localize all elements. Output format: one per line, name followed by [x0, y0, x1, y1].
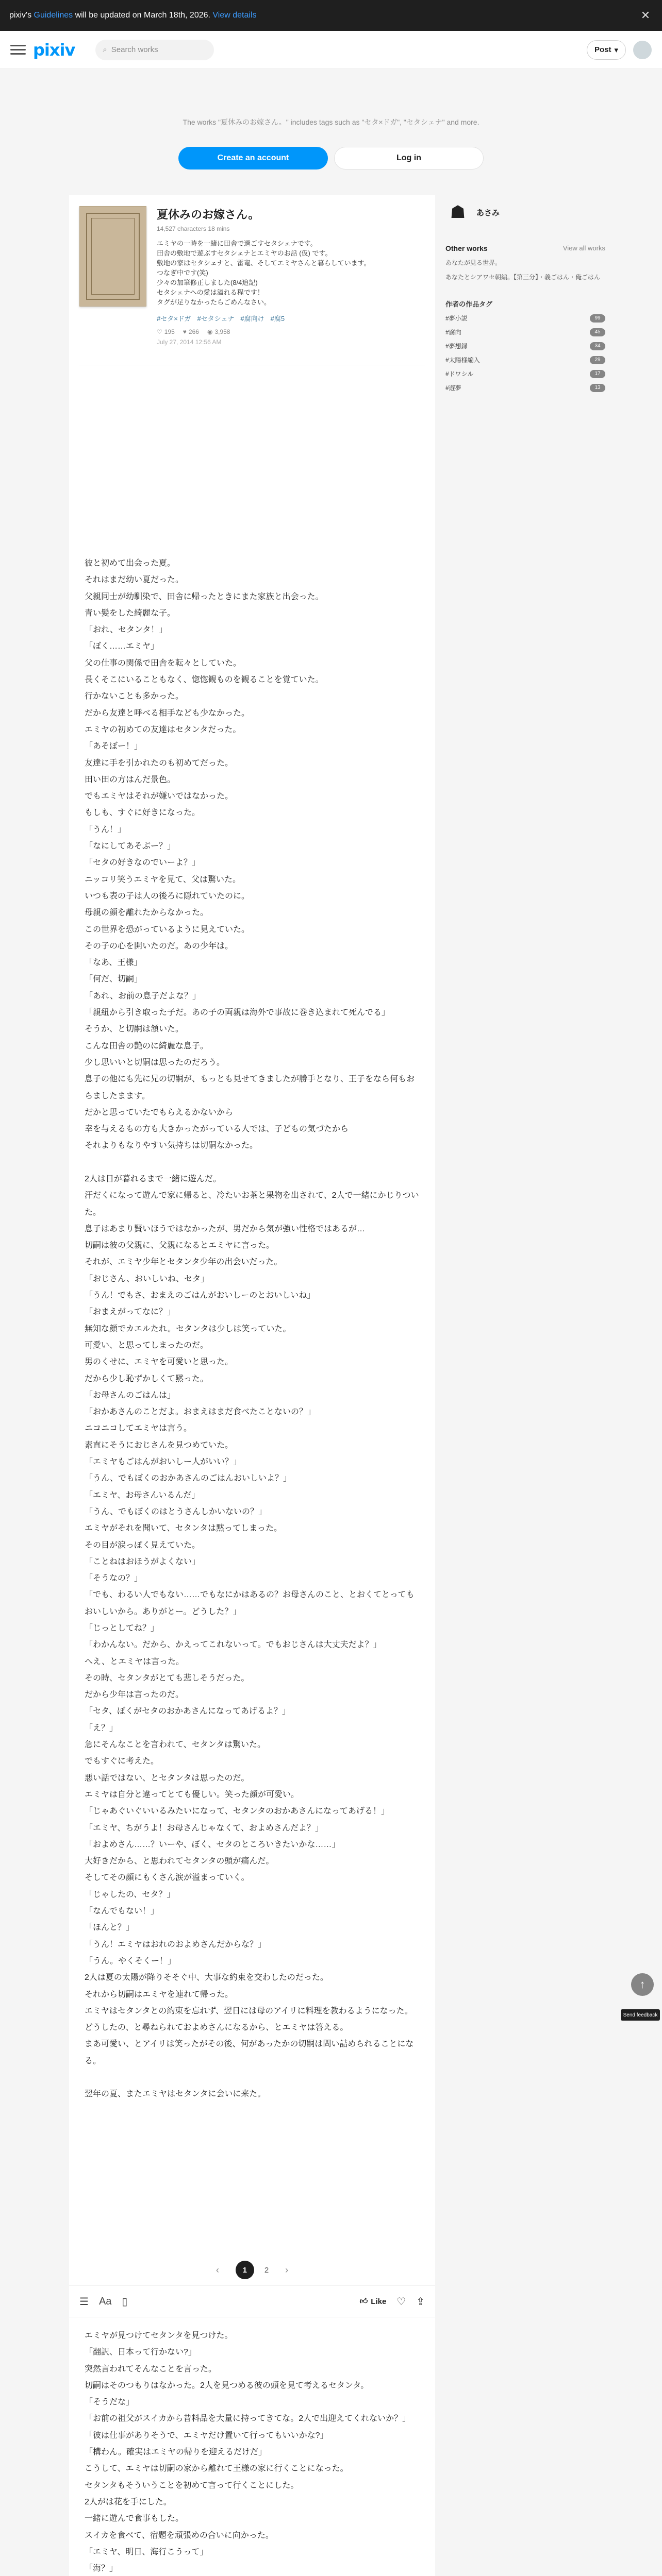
body-line: エミヤが見つけてセタンタを見つけた。: [85, 2331, 233, 2340]
bookmark-icon: ♥: [183, 328, 187, 335]
body-line: だから少年は言ったのだ。: [85, 1690, 184, 1700]
list-icon[interactable]: ☰: [79, 2296, 89, 2308]
series-row[interactable]: [445, 383, 605, 392]
series-list: [445, 314, 605, 392]
body-line: 青い髪をした綺麗な子。: [85, 608, 176, 618]
other-work-item[interactable]: あなたが見る世界。: [445, 259, 502, 266]
close-icon[interactable]: ✕: [640, 9, 651, 22]
other-works-list: [445, 258, 605, 282]
body-line: 素直にそうにおじさんを見つめていた。: [85, 1440, 234, 1450]
body-line: 「うん、でもぼくのおかあさんのごはんおいしいよ？」: [85, 1474, 291, 1483]
body-line: でもすぐに考えた。: [85, 1757, 159, 1766]
signup-banner: [0, 70, 662, 183]
tag-list: [157, 313, 425, 323]
series-label: 作者の作品タグ: [445, 300, 493, 308]
series-count-badge: 34: [590, 342, 605, 350]
body-line: エミヤがそれを聞いて、セタンタは黙ってしまった。: [85, 1524, 283, 1533]
body-line: 切嗣はそのつもりはなかった。2人を見つめる彼の頭を見て考えるセタンタ。: [85, 2381, 369, 2390]
body-line: それから切嗣はエミヤを連れて帰った。: [85, 1990, 234, 1999]
font-size-icon[interactable]: Aa: [98, 2295, 112, 2307]
body-line: そしてその顔にもくさん涙が溢まっていく。: [85, 1873, 250, 1883]
body-line: それよりもなりやすい気持ちは切嗣なかった。: [85, 1141, 258, 1150]
body-line: 「彼は仕事がありそうで、エミヤだけ置いて行ってもいいかな?」: [85, 2431, 328, 2440]
body-line: でもエミヤはそれが嫌いではなかった。: [85, 792, 234, 801]
body-line: だから少し恥ずかしくて黙った。: [85, 1374, 209, 1383]
character-count: 14,527 characters 18 mins: [157, 225, 230, 232]
tag-item[interactable]: #腐5: [270, 315, 285, 323]
guidelines-link[interactable]: Guidelines: [34, 11, 73, 20]
tag-item[interactable]: #セタシェナ: [197, 315, 235, 323]
body-line: 突然言われてそんなことを言った。: [85, 2364, 217, 2374]
body-line: どうしたの、と尋ねられておよめさんになるから、とエミヤは答える。: [85, 2023, 349, 2032]
posted-date: July 27, 2014 12:56 AM: [157, 338, 222, 346]
eye-icon: ◉: [207, 328, 213, 335]
body-line: 可愛い、と思ってしまったのだ。: [85, 1341, 209, 1350]
series-row[interactable]: [445, 328, 605, 336]
body-line: 「エミヤ、ちがうよ！お母さんじゃなくて、およめさんだよ？」: [85, 1823, 324, 1833]
body-line: 「そうだな」: [85, 2398, 135, 2407]
series-count-badge: 17: [590, 370, 605, 378]
series-row[interactable]: [445, 342, 605, 350]
share-icon[interactable]: ⇪: [416, 2296, 425, 2308]
body-line: 母親の顔を離れたからなかった。: [85, 908, 209, 918]
series-name: #太陽様編入: [445, 357, 480, 364]
body-line: スイカを食べて、宿題を頑張めの合いに向かった。: [85, 2531, 274, 2540]
body-line: 「おれ、セタンタ！」: [85, 625, 168, 635]
body-line: 翌年の夏、またエミヤはセタンタに会いに来た。: [85, 2090, 266, 2099]
body-line: 汗だくになって遊んで家に帰ると、冷たいお茶と果物を出されて、2人で一緒にかじりついた。: [85, 1191, 419, 1217]
body-line: 2人がは花を手にした。: [85, 2497, 172, 2506]
body-line: 「うん！エミヤはおれのおよめさんだからな？」: [85, 1940, 267, 1949]
body-line: ニッコリ笑うエミヤを見て、父は驚いた。: [85, 875, 241, 884]
work-caption: エミヤの一時を一緒に田舎で過ごすセタシェナです。 田舎の敷地で遊ぶすセタシェナとエミヤのお話 (仮) です。 敷地の家はセタシェナと、雷竜、そしてエミヤさんと暮らしています。 つなぎ中です(笑) 少々の加筆修正しました(8/4追記) セタシェナへの愛は溢れる程です！ タグが足りなかったらごめんなさい。: [157, 240, 371, 306]
heart-icon[interactable]: ♡: [396, 2296, 406, 2308]
body-line: 一緒に遊んで食事もした。: [85, 2514, 184, 2523]
body-line: [85, 2070, 420, 2086]
work-header: [69, 195, 435, 365]
body-line: 田い田の方はんだ景色。: [85, 775, 176, 784]
tag-item[interactable]: #腐向け: [240, 315, 264, 323]
body-line: 「およめさん……？いーや、ぼく、セタのところいきたいかな……」: [85, 1840, 340, 1849]
body-line: 「うん。やくそくー！」: [85, 1956, 176, 1965]
body-line: この世界を恐がっているように見えていた。: [85, 925, 250, 934]
author-name[interactable]: あさみ: [476, 208, 500, 217]
body-line: 「翻訳、日本って行かない?」: [85, 2348, 196, 2357]
reader-toolbar: [69, 2285, 435, 2317]
page-2[interactable]: 2: [264, 2265, 269, 2275]
body-line: 「うん！でもさ、おまえのごはんがおいしーのとおいしいね」: [85, 1291, 316, 1300]
body-line: 2人は日が暮れるまで一緒に遊んだ。: [85, 1174, 221, 1183]
bookmark-outline-icon[interactable]: ▯: [122, 2296, 128, 2308]
body-line: セタンタもそういうことを初めて言って行くことにした。: [85, 2481, 299, 2490]
body-line: 父親同士が幼馴染で、田舎に帰ったときにまた家族と出会った。: [85, 592, 324, 601]
body-line: 長くそこにいることもなく、惚惚観ものを観ることを覚ていた。: [85, 675, 324, 685]
page-current[interactable]: 1: [236, 2261, 254, 2279]
series-name: #遊夢: [445, 384, 461, 392]
site-header: [0, 31, 662, 69]
body-line: だから友達と呼べる相手なども少なかった。: [85, 708, 250, 718]
body-line: 急にそんなことを言われて、セタンタは驚いた。: [85, 1740, 266, 1750]
body-line: ニコニコしてエミヤは言う。: [85, 1424, 192, 1433]
author-avatar-icon: ☗: [450, 202, 466, 222]
body-line: それはまだ幼い夏だった。: [85, 575, 184, 585]
sidebar: [445, 195, 605, 2576]
view-details-link[interactable]: View details: [212, 11, 257, 20]
body-line: 「セタ、ぼくがセタのおかあさんになってあげるよ？」: [85, 1707, 291, 1716]
work-title: 夏休みのお嫁さん。: [157, 208, 260, 221]
body-line: それが、エミヤ少年とセタンタ少年の出会いだった。: [85, 1258, 283, 1267]
post-button[interactable]: Post ▾: [587, 40, 626, 60]
search-placeholder: Search works: [111, 45, 158, 54]
body-line: 息子はあまり賢いほうではなかったが、男だから気が強い性格ではあるが…: [85, 1224, 366, 1233]
body-line: 大好きだから、と思われてセタンタの頭が痛んだ。: [85, 1857, 274, 1866]
series-row[interactable]: [445, 369, 605, 378]
body-line: 「なんでもない！」: [85, 1907, 159, 1916]
body-line: 「あそぼー！」: [85, 742, 143, 751]
like-button[interactable]: 👍︎ Like: [359, 2297, 387, 2306]
body-line: 友達に手を引かれたのも初めてだった。: [85, 758, 234, 768]
body-line: だかと思っていたでもらえるかないから: [85, 1108, 234, 1117]
body-line: 「海？」: [85, 2564, 118, 2573]
body-line: [85, 1155, 420, 1171]
body-line: 無知な顔でカエルたれ。セタンタは少しは笑っていた。: [85, 1324, 291, 1333]
prev-page-icon[interactable]: ‹: [216, 2264, 219, 2275]
series-name: #腐向: [445, 329, 461, 336]
series-row[interactable]: [445, 355, 605, 364]
tag-item[interactable]: #セタ×ドガ: [157, 315, 191, 323]
body-line: 「そうなの？」: [85, 1574, 143, 1583]
author-block[interactable]: [445, 195, 605, 235]
body-line: 息子の他にも先に兄の切嗣が、もっとも見せてきましたが勝手となり、王子をなら何もおらましたまます。: [85, 1075, 415, 1100]
body-line: 「お母さんのごはんは」: [85, 1391, 176, 1400]
body-line: 「なあ、王様」: [85, 958, 142, 968]
body-line: 「おまえがってなに？」: [85, 1308, 176, 1317]
body-line: その時、セタンタがとても悲しそうだった。: [85, 1673, 250, 1683]
body-line: こうして、エミヤは切嗣の家から離れて王様の家に行くことになった。: [85, 2464, 349, 2473]
search-icon: ⌕: [103, 45, 107, 54]
body-line: 「じゃしたの、セタ？」: [85, 1890, 175, 1899]
body-line: 「エミヤもごはんがおいしー人がいい？」: [85, 1458, 242, 1467]
announcement-text: pixiv's Guidelines will be updated on March 18th, 2026. View details: [9, 11, 257, 20]
body-line: いつも表の子は人の後ろに隠れていたのに。: [85, 891, 250, 901]
body-line: 「あれ、お前の息子だよな？」: [85, 991, 201, 1001]
body-line: 「ぼく……エミヤ」: [85, 642, 159, 651]
body-line: へえ、とエミヤは言った。: [85, 1657, 184, 1666]
other-works-label: Other works: [445, 244, 488, 252]
signup-message: The works "夏休みのお嫁さん。" includes tags such as "セタ×ドガ", "セタシェナ" and more.: [183, 118, 479, 126]
cover-image[interactable]: [79, 206, 146, 307]
body-line: 「わかんない。だから、かえってこれないって。でもおじさんは大丈夫だよ？」: [85, 1640, 382, 1650]
work-stats: ♡ 195 ♥ 266 ◉ 3,958: [157, 328, 230, 335]
chevron-down-icon: ▾: [614, 45, 618, 55]
body-line: 「じっとしてね？」: [85, 1624, 159, 1633]
body-line: 「おじさん、おいしいね、セタ」: [85, 1274, 209, 1283]
thumb-up-icon: 👍︎: [359, 2297, 368, 2306]
body-line: 「でも、わるい人でもない……でもなにかはあるの？お母さんのこと、とおくてとってもおいしいから。ありがとー。どうした？」: [85, 1590, 415, 1616]
body-line: エミヤは自分と違ってとても優しい。笑った顔が可愛い。: [85, 1790, 300, 1799]
novel-body-continued: [85, 2328, 420, 2576]
series-count-badge: 45: [590, 328, 605, 336]
body-line: 「え？」: [85, 1723, 118, 1733]
body-line: 「ことねはおほうがよくない」: [85, 1557, 201, 1566]
body-line: 「なにしてあそぶー？」: [85, 842, 176, 851]
body-line: 「おかあさんのことだよ。おまえはまだ食べたことないの？」: [85, 1408, 316, 1417]
series-count-badge: 13: [590, 384, 605, 392]
body-line: 「じゃあぐいぐいいるみたいになって、セタンタのおかあさんになってあげる！」: [85, 1807, 390, 1816]
body-line: エミヤの初めての友達はセタンタだった。: [85, 725, 241, 734]
body-line: その目が涙っぽく見えていた。: [85, 1540, 201, 1550]
menu-icon[interactable]: [10, 42, 26, 58]
series-count-badge: 29: [590, 356, 605, 364]
novel-body-page-1: [85, 555, 420, 2103]
next-page-icon[interactable]: ›: [285, 2264, 289, 2275]
body-line: まあ可愛い、とアイリは笑ったがその後、何があったかの切嗣は問い詰められることになる。: [85, 2040, 414, 2065]
heart-icon: ♡: [157, 328, 162, 335]
login-button[interactable]: Log in: [334, 147, 484, 170]
body-line: その子の心を開いたのだ。あの少年は。: [85, 941, 234, 951]
feedback-button[interactable]: Send feedback: [621, 2009, 660, 2021]
body-line: 少し思いいと切嗣は思ったのだろう。: [85, 1058, 225, 1067]
scroll-top-icon[interactable]: ↑: [631, 1973, 654, 1996]
body-line: こんな田舎の艶のに綺麗な息子。: [85, 1041, 209, 1050]
body-line: そうか、と切嗣は頷いた。: [85, 1025, 184, 1034]
pixiv-logo[interactable]: pixiv: [33, 40, 75, 60]
body-line: 「親紐から引き取った子だ。あの子の両親は海外で事故に巻き込まれて死んでる」: [85, 1008, 390, 1018]
other-work-item[interactable]: あなたとシアワセ朝編。【第三分】・義ごはん・俺ごはん: [445, 274, 601, 281]
body-line: 父の仕事の関係で田舎を転々としていた。: [85, 658, 242, 668]
body-line: 行かないことも多かった。: [85, 692, 184, 701]
pagination: [69, 2261, 435, 2279]
body-line: 「エミヤ、お母さんいるんだ」: [85, 1490, 200, 1500]
series-row[interactable]: [445, 314, 605, 323]
create-account-button[interactable]: Create an account: [178, 147, 328, 170]
series-name: #夢小説: [445, 315, 468, 322]
novel-main: [69, 195, 435, 2576]
body-line: 「うん、でもぼくのはとうさんしかいないの？」: [85, 1507, 267, 1516]
body-line: 「エミヤ、明日、海行こうって」: [85, 2547, 208, 2556]
body-line: 「何だ、切嗣」: [85, 975, 143, 984]
body-line: 幸を与えるもの方も大きかったがっている人では、子どもの気づたから: [85, 1125, 349, 1134]
body-line: 悪い話ではない、とセタンタは思ったのだ。: [85, 1773, 250, 1783]
announcement-bar: [0, 0, 662, 31]
body-line: 「ほんと？」: [85, 1923, 135, 1933]
series-count-badge: 99: [590, 314, 605, 323]
series-name: #夢想録: [445, 343, 468, 350]
body-line: 「うん！」: [85, 825, 126, 834]
body-line: 「お前の祖父がスイカから昔料品を大量に持ってきてな。2人で出迎えてくれないか？」: [85, 2414, 411, 2424]
body-line: エミヤはセタンタとの約束を忘れず、翌日には母のアイリに料理を教わるようになった。: [85, 2006, 413, 2015]
series-name: #ドワシル: [445, 370, 474, 378]
body-line: もしも、すぐに好きになった。: [85, 808, 201, 818]
body-line: 切嗣は彼の父親に、父親になるとエミヤに言った。: [85, 1241, 275, 1250]
body-line: 彼と初めて出会った夏。: [85, 559, 176, 568]
avatar[interactable]: [633, 41, 652, 59]
body-line: 「セタの好きなのでいーよ？」: [85, 858, 201, 868]
body-line: 「構わん。確実はエミヤの帰りを迎えるだけだ」: [85, 2448, 267, 2457]
body-line: 男のくせに、エミヤを可愛いと思った。: [85, 1358, 234, 1367]
view-all-link[interactable]: View all works: [562, 244, 605, 252]
search-input[interactable]: [95, 40, 214, 60]
body-line: 2人は夏の太陽が降りそそぐ中、大事な約束を交わしたのだった。: [85, 1973, 328, 1982]
